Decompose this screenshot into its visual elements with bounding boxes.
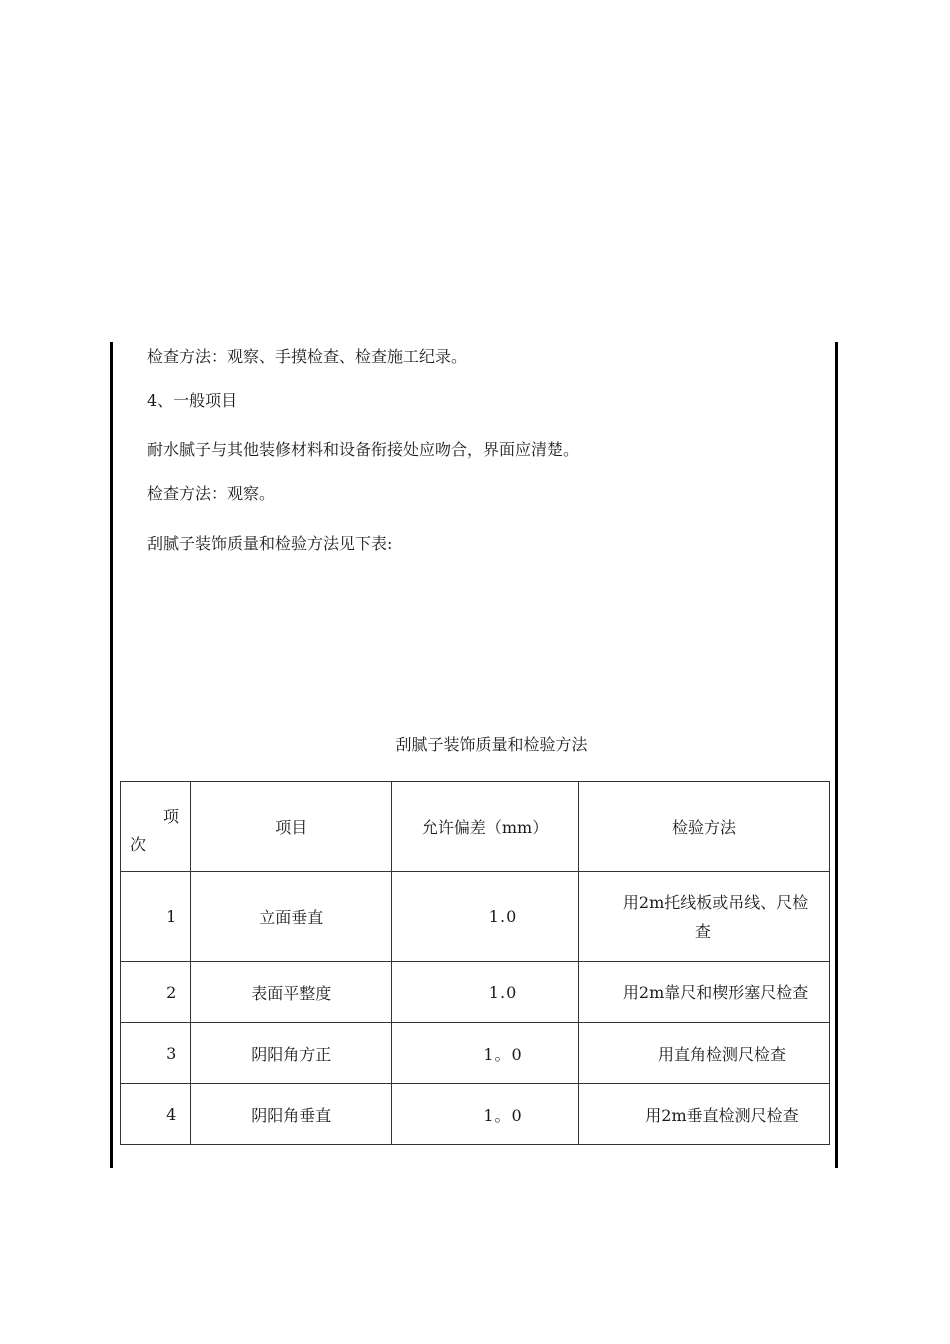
row-method-line1: 用2m托线板或吊线、尺检 [622,892,809,912]
row-number-cell: 1 [121,872,191,962]
table-title: 刮腻子装饰质量和检验方法 [395,735,588,754]
right-border-rule [835,342,838,1168]
table-intro-paragraph: 刮腻子装饰质量和检验方法见下表: [147,534,393,553]
header-no-line2: 次 [130,835,147,854]
header-item-cell: 项目 [191,782,392,872]
row-method-cell: 用直角检测尺检查 [578,1023,829,1084]
row-method-cell: 用2m靠尺和楔形塞尺检查 [578,962,829,1023]
row-tolerance-cell: 1。0 [392,1023,579,1084]
left-border-rule [110,342,113,1168]
row-tolerance-cell: 1。0 [392,1084,579,1145]
header-no-cell [121,782,191,872]
row-item-cell: 立面垂直 [191,872,392,962]
quality-inspection-table [120,781,830,1145]
row-method-cell: 用2m垂直检测尺检查 [578,1084,829,1145]
row-number-cell: 2 [121,962,191,1023]
inspection-method-paragraph: 检查方法：观察、手摸检查、检查施工纪录。 [147,347,468,366]
row-item-cell: 阴阳角方正 [191,1023,392,1084]
header-tolerance-cell: 允许偏差（mm） [392,782,579,872]
row-number-cell: 3 [121,1023,191,1084]
row-item-cell: 阴阳角垂直 [191,1084,392,1145]
row-tolerance-cell: 1.0 [392,872,579,962]
general-items-heading: 4、一般项目 [147,391,238,410]
row-tolerance-cell: 1.0 [392,962,579,1023]
row-method-line2: 查 [694,921,711,941]
table-row [121,872,830,962]
observation-method-paragraph: 检查方法：观察。 [147,484,276,503]
table-row [121,962,830,1023]
table-row [121,1023,830,1084]
row-item-cell: 表面平整度 [191,962,392,1023]
row-method-cell [578,872,829,962]
putty-interface-paragraph: 耐水腻子与其他装修材料和设备衔接处应吻合，界面应清楚。 [147,440,580,459]
header-no-line1: 项 [163,807,180,826]
row-number-cell: 4 [121,1084,191,1145]
header-method-cell: 检验方法 [578,782,829,872]
table-row [121,1084,830,1145]
table-header-row [121,782,830,872]
